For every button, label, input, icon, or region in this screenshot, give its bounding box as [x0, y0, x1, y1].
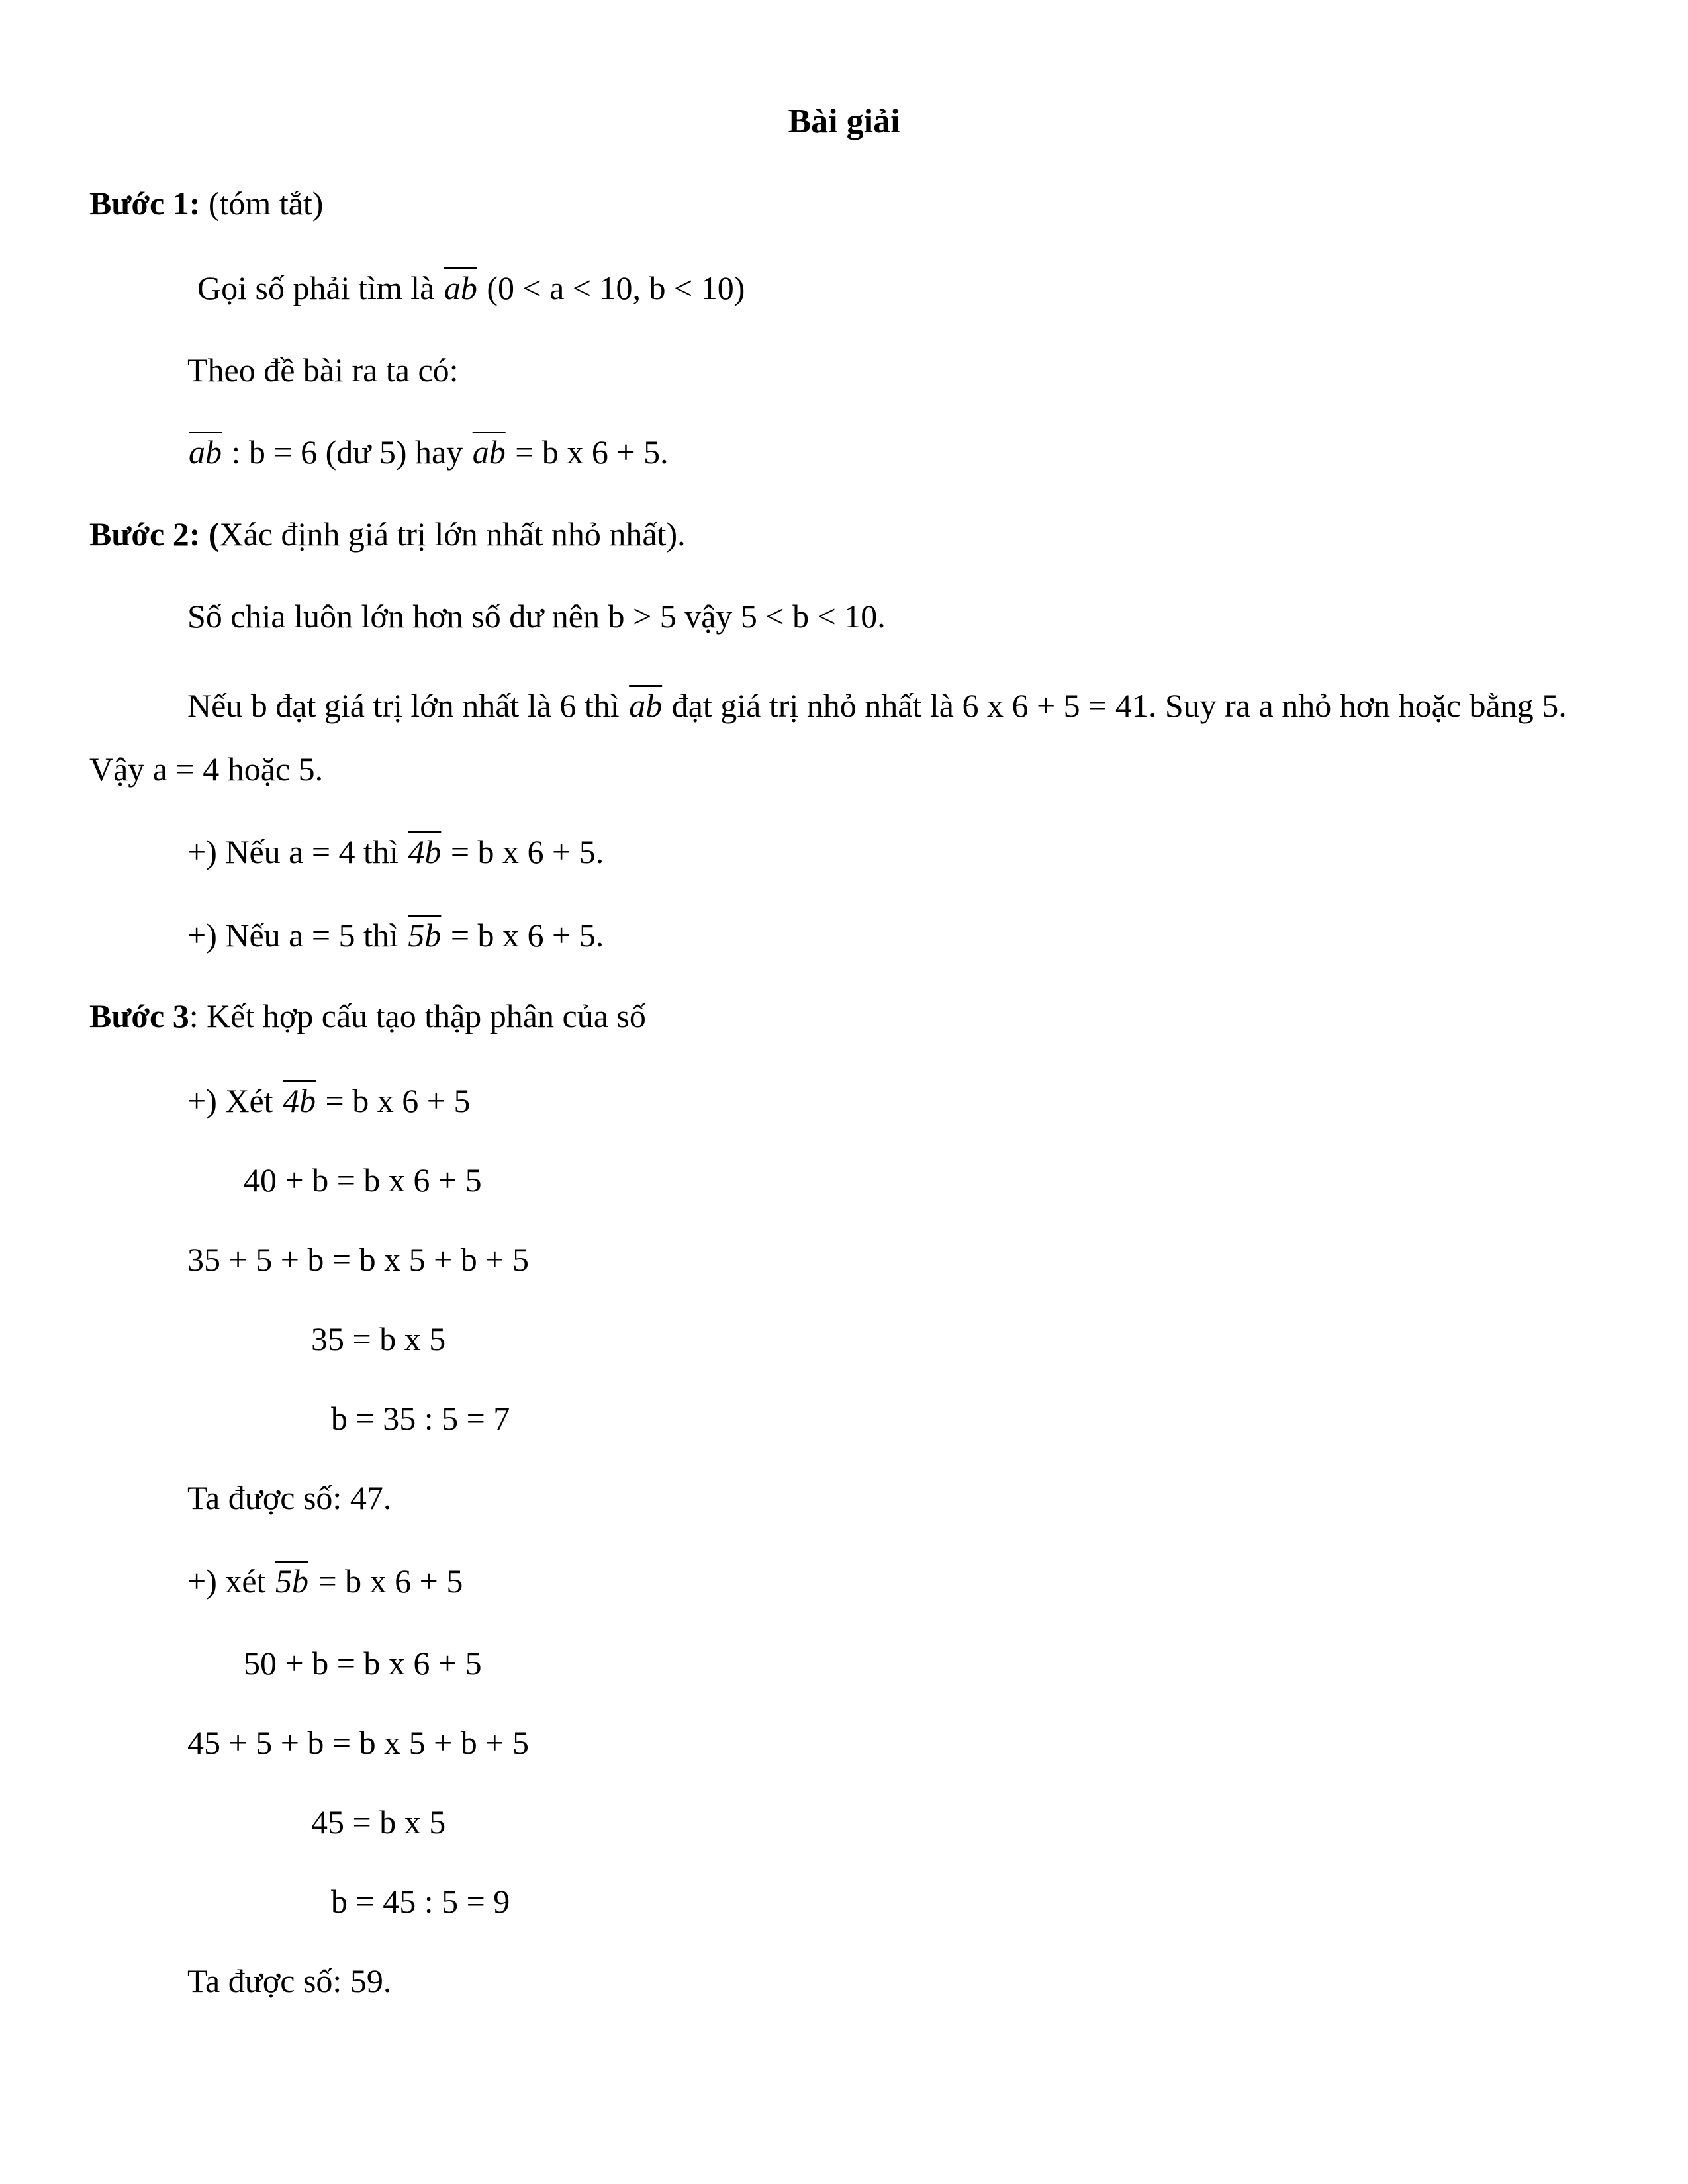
step1-line1-text-b: (0 < a < 10, b < 10)	[478, 269, 745, 306]
overline-ab: $\overline{ab}$	[444, 269, 477, 306]
step3-note: : Kết hợp cấu tạo thập phân của số	[189, 997, 646, 1034]
case2-line2: 50 + b = b x 6 + 5	[244, 1645, 482, 1682]
step2-label: Bước 2: (	[89, 516, 220, 553]
case1-line1-text-a: +) Xét	[187, 1082, 282, 1119]
overline-4b: 4b	[283, 1082, 316, 1119]
step1-label: Bước 1:	[89, 185, 201, 222]
step3-label: Bước 3	[89, 997, 189, 1034]
step2-line3-text-b: = b x 6 + 5.	[442, 833, 604, 870]
case2-line5: b = 45 : 5 = 9	[331, 1883, 510, 1920]
case2-line3: 45 + 5 + b = b x 5 + b + 5	[187, 1724, 529, 1761]
overline-4b: 4b	[408, 833, 442, 870]
page-title: Bài giải	[788, 103, 900, 140]
overline-5b: 5b	[408, 917, 442, 954]
step3-heading	[89, 999, 646, 1032]
step1-line1-text-a: Gọi số phải tìm là	[197, 269, 443, 306]
step2-line4	[187, 919, 604, 952]
step1-line3	[187, 435, 669, 469]
overline-ab: $\overline{ab}$	[189, 433, 222, 471]
overline-5b: 5b	[275, 1563, 308, 1600]
step2-line2-text-b: đạt giá trị nhỏ nhất là 6 x 6 + 5 = 41. Suy ra a nhỏ hơn hoặc bằng 5. Vậy a = 4 hoặc 5.	[89, 687, 1567, 788]
case2-line4: 45 = b x 5	[311, 1803, 446, 1841]
step2-line4-text-b: = b x 6 + 5.	[442, 917, 604, 954]
case1-line4: 35 = b x 5	[311, 1320, 446, 1357]
step1-line1	[197, 271, 745, 304]
step2-line2	[89, 674, 1618, 801]
step2-line1: Số chia luôn lớn hơn số dư nên b > 5 vậy 5 < b < 10.	[187, 598, 886, 635]
case1-line1	[187, 1084, 470, 1117]
case2-result: Ta được số: 59.	[187, 1962, 392, 1999]
step1-line3-text-a: : b = 6 (dư 5) hay	[223, 433, 471, 471]
case2-line1-text-b: = b x 6 + 5	[309, 1563, 463, 1600]
overline-ab: $\overline{ab}$	[629, 687, 663, 724]
case2-line1-text-a: +) xét	[187, 1563, 274, 1600]
step2-line2-text-a: Nếu b đạt giá trị lớn nhất là 6 thì	[187, 687, 628, 724]
step1-line3-text-b: = b x 6 + 5.	[506, 433, 669, 471]
case1-result: Ta được số: 47.	[187, 1479, 392, 1516]
step1-note: (tóm tắt)	[200, 185, 324, 222]
case1-line3: 35 + 5 + b = b x 5 + b + 5	[187, 1241, 529, 1278]
case1-line2: 40 + b = b x 6 + 5	[244, 1161, 482, 1199]
step1-line2: Theo đề bài ra ta có:	[187, 351, 459, 388]
step1-heading	[89, 187, 323, 220]
case1-line1-text-b: = b x 6 + 5	[317, 1082, 471, 1119]
step2-line4-text-a: +) Nếu a = 5 thì	[187, 917, 407, 954]
step2-line3-text-a: +) Nếu a = 4 thì	[187, 833, 407, 870]
overline-ab: $\overline{ab}$	[472, 433, 506, 471]
step2-line3	[187, 835, 604, 868]
case1-line5: b = 35 : 5 = 7	[331, 1400, 510, 1437]
step2-note: Xác định giá trị lớn nhất nhỏ nhất).	[219, 516, 686, 553]
step2-heading	[89, 518, 686, 551]
case2-line1	[187, 1565, 463, 1598]
